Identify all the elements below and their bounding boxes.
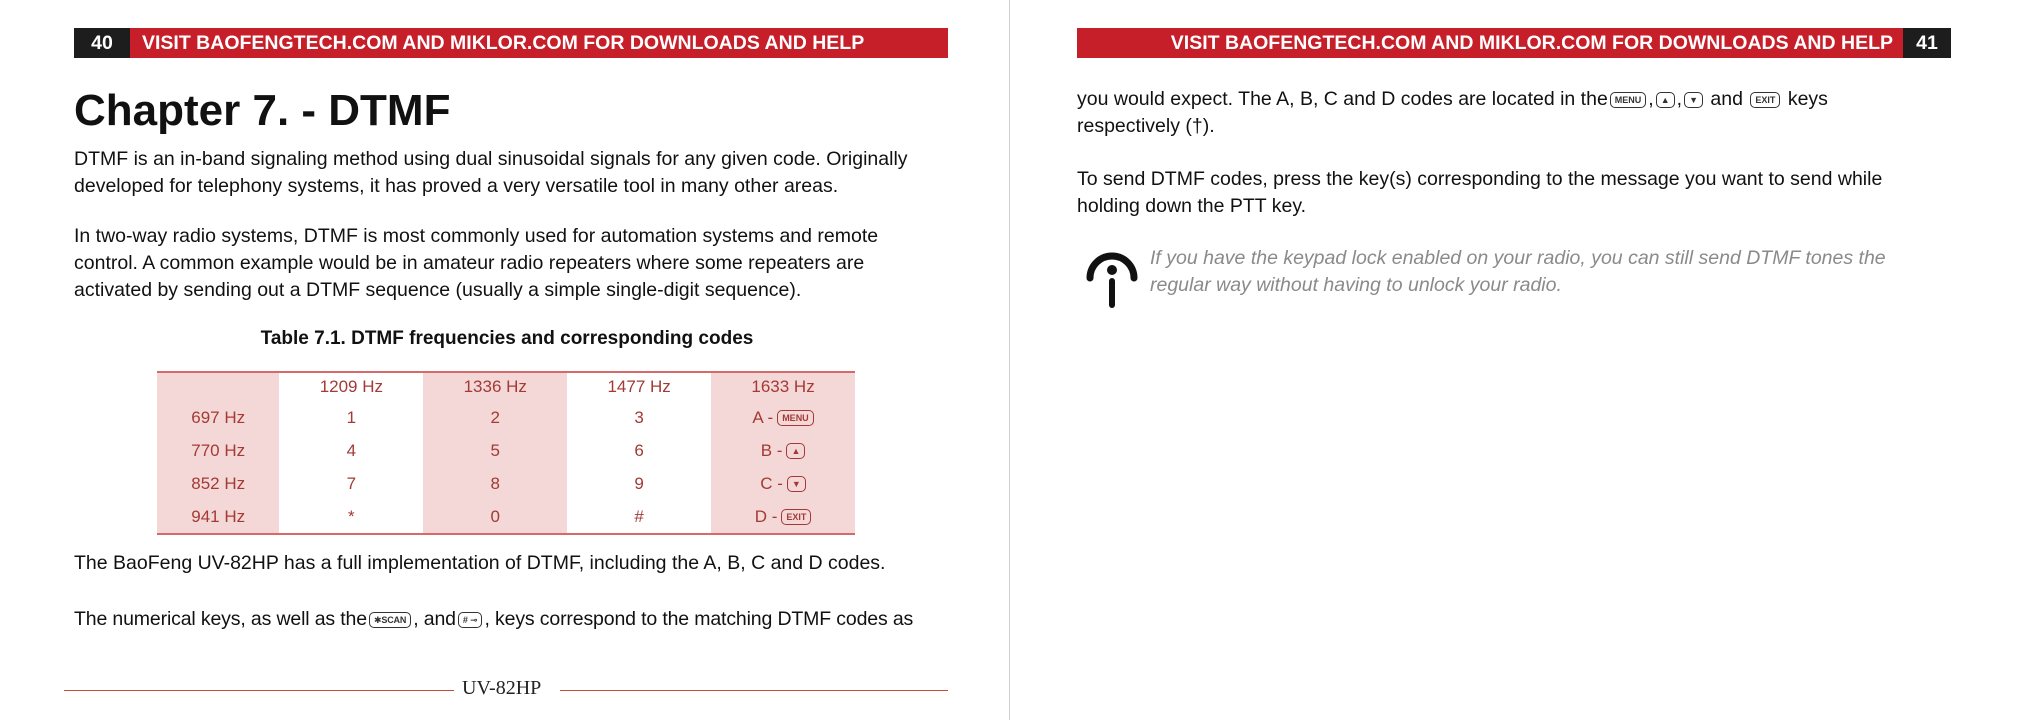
cell: 0 xyxy=(423,500,567,534)
cell: 1 xyxy=(346,407,357,427)
codes-location-line-2: respectively (†). xyxy=(1077,115,1215,137)
table-row xyxy=(157,467,855,500)
separator: , xyxy=(1648,88,1654,110)
numerical-keys-paragraph xyxy=(74,606,913,633)
send-line-2: holding down the PTT key. xyxy=(1077,195,1307,217)
left-header-text: VISIT BAOFENGTECH.COM AND MIKLOR.COM FOR DOWNLOADS AND HELP xyxy=(142,31,865,54)
row-freq: 941 Hz xyxy=(157,500,279,534)
cell: * xyxy=(348,506,355,526)
intro-line-2: developed for telephony systems, it has proved a very versatile tool in many other areas. xyxy=(74,175,839,197)
send-dtmf-paragraph xyxy=(1077,166,1882,220)
letter-code: D - xyxy=(754,506,778,526)
hash-key-icon: # ⊸ xyxy=(458,612,483,628)
cell-letter-key xyxy=(711,401,855,434)
codes-text-end: keys xyxy=(1787,88,1828,110)
cell: 5 xyxy=(423,434,567,467)
cell: 3 xyxy=(634,407,644,427)
letter-code: B - xyxy=(760,440,783,460)
implementation-paragraph: The BaoFeng UV-82HP has a full implementation of DTMF, including the A, B, C and D codes. xyxy=(74,552,886,574)
right-page-number: 41 xyxy=(1903,28,1951,58)
row-freq: 852 Hz xyxy=(157,467,279,500)
up-arrow-key-icon: ▲ xyxy=(1656,92,1675,108)
col-header: 1477 Hz xyxy=(607,377,671,396)
cell: # xyxy=(634,506,644,526)
footer-rule-left xyxy=(64,690,454,691)
dtmf-frequency-table xyxy=(157,371,855,535)
footer-model-name: UV-82HP xyxy=(462,677,542,699)
radio-line-3: activated by sending out a DTMF sequence (usually a simple single-digit sequence). xyxy=(74,279,802,301)
down-arrow-key-icon: ▼ xyxy=(787,476,806,492)
send-line-1: To send DTMF codes, press the key(s) corresponding to the message you want to send while xyxy=(1077,168,1883,190)
table-row xyxy=(157,434,855,467)
tip-line-1: If you have the keypad lock enabled on your radio, you can still send DTMF tones the xyxy=(1150,247,1886,269)
codes-location-line-1 xyxy=(1077,86,1828,113)
intro-line-1: DTMF is an in-band signaling method using dual sinusoidal signals for any given code. Originally xyxy=(74,148,908,170)
separator-and: and xyxy=(1710,88,1743,110)
exit-key-icon: EXIT xyxy=(1750,92,1780,108)
row-freq: 697 Hz xyxy=(157,401,279,434)
footer-rule-right xyxy=(560,690,948,691)
cell-letter-key xyxy=(711,434,855,467)
radio-line-1: In two-way radio systems, DTMF is most commonly used for automation systems and remote xyxy=(74,225,879,247)
numerical-keys-text-end: , keys correspond to the matching DTMF codes as xyxy=(484,608,914,630)
cell-letter-key xyxy=(711,500,855,534)
cell: 8 xyxy=(423,467,567,500)
col-header: 1336 Hz xyxy=(423,372,567,401)
up-arrow-key-icon: ▲ xyxy=(786,443,805,459)
letter-code: A - xyxy=(752,407,774,427)
radio-line-2: control. A common example would be in amateur radio repeaters where some repeaters are xyxy=(74,252,865,274)
cell: 4 xyxy=(346,440,357,460)
table-row xyxy=(157,500,855,534)
numerical-keys-text-start: The numerical keys, as well as the xyxy=(74,608,367,630)
right-page-header xyxy=(1077,28,1951,58)
table-header-row xyxy=(157,372,855,401)
numerical-keys-text-mid: , and xyxy=(413,608,456,630)
tip-line-2: regular way without having to unlock your radio. xyxy=(1150,274,1562,296)
intro-paragraph xyxy=(74,146,908,200)
right-header-text: VISIT BAOFENGTECH.COM AND MIKLOR.COM FOR DOWNLOADS AND HELP xyxy=(1170,31,1893,54)
two-way-radio-paragraph xyxy=(74,223,878,304)
cell: 9 xyxy=(634,473,644,493)
table-caption: Table 7.1. DTMF frequencies and corresponding codes xyxy=(260,328,754,349)
menu-key-icon: MENU xyxy=(777,410,814,426)
star-scan-key-icon: ✱SCAN xyxy=(369,612,411,628)
col-header: 1209 Hz xyxy=(319,377,384,396)
info-tip-icon xyxy=(1080,238,1144,315)
left-page-number: 40 xyxy=(74,28,130,58)
cell: 2 xyxy=(423,401,567,434)
cell-letter-key xyxy=(711,467,855,500)
col-header: 1633 Hz xyxy=(711,372,855,401)
right-page xyxy=(1010,0,2018,720)
row-freq: 770 Hz xyxy=(157,434,279,467)
menu-key-icon: MENU xyxy=(1610,92,1647,108)
left-page-header xyxy=(74,28,948,58)
keypad-lock-tip xyxy=(1150,245,1910,299)
table-corner-cell xyxy=(157,372,279,401)
cell: 7 xyxy=(346,473,357,493)
separator: , xyxy=(1676,88,1683,110)
letter-code: C - xyxy=(760,473,783,493)
codes-text-start: you would expect. The A, B, C and D codes are located in the xyxy=(1077,88,1608,110)
codes-location-paragraph xyxy=(1077,86,1828,140)
table-row xyxy=(157,401,855,434)
exit-key-icon: EXIT xyxy=(781,509,811,525)
cell: 6 xyxy=(634,440,644,460)
down-arrow-key-icon: ▼ xyxy=(1684,92,1703,108)
chapter-title: Chapter 7. - DTMF xyxy=(74,86,451,135)
